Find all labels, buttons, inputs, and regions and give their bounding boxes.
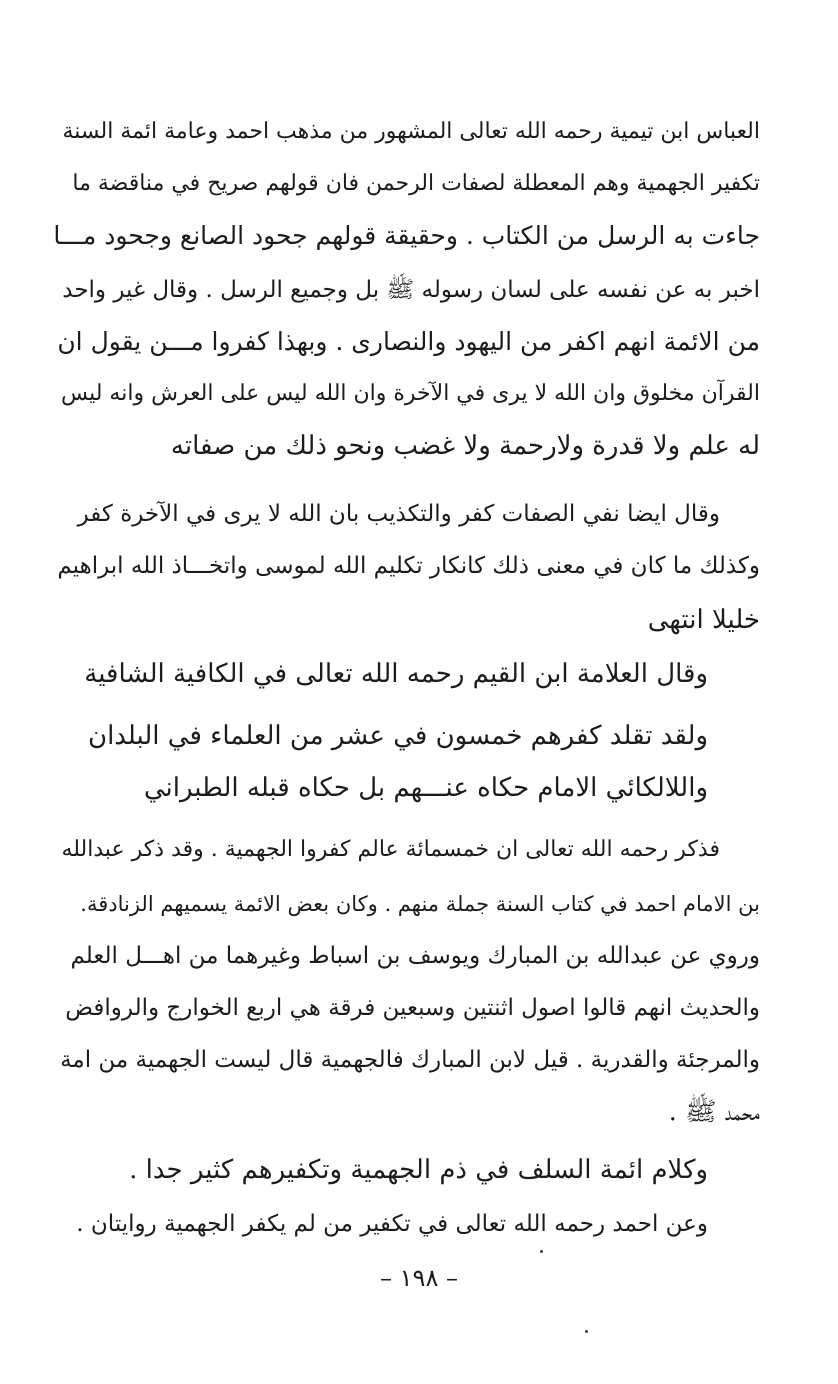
paragraph-1-line-3: جاءت به الرسل من الكتاب . وحقيقة قولهم جحود الصانع وجحود مـــا xyxy=(53,221,760,250)
paragraph-2-line-2: وكذلك ما كان في معنى ذلك كانكار تكليم الله لموسى واتخـــاذ الله ابراهيم xyxy=(57,553,760,579)
paragraph-2-line-1: وقال ايضا نفي الصفات كفر والتكذيب بان الله لا يرى في الآخرة كفر xyxy=(77,501,720,527)
poem-intro-line: وقال العلامة ابن القيم رحمه الله تعالى في الكافية الشافية xyxy=(84,659,708,689)
paragraph-1-line-2: تكفير الجهمية وهم المعطلة لصفات الرحمن فان قولهم صريح في مناقضة ما xyxy=(72,171,760,196)
paragraph-1-line-5: من الائمة انهم اكفر من اليهود والنصارى . وبهذا كفروا مـــن يقول ان xyxy=(57,327,760,356)
paragraph-4-line-1: فذكر رحمه الله تعالى ان خمسمائة عالم كفروا الجهمية . وقد ذكر عبدالله xyxy=(61,837,720,862)
paragraph-4-line-4: والحديث انهم قالوا اصول اثنتين وسبعين فرقة هي اربع الخوارج والروافض xyxy=(65,995,760,1021)
page-number: – ١٩٨ – xyxy=(380,1264,458,1292)
paragraph-4-line-5: والمرجئة والقدرية . قيل لابن المبارك فالجهمية قال ليست الجهمية من امة xyxy=(60,1047,760,1073)
paragraph-5-line: وكلام ائمة السلف في ذم الجهمية وتكفيرهم كثير جدا . xyxy=(129,1155,708,1185)
poem-verse-2: واللالكائي الامام حكاه عنـــهم بل حكاه قبله الطبراني xyxy=(143,773,708,803)
scan-speck xyxy=(585,1330,588,1333)
poem-verse-1: ولقد تقلد كفرهم خمسون في عشر من العلماء في البلدان xyxy=(87,721,708,751)
paragraph-1-line-7: له علم ولا قدرة ولارحمة ولا غضب ونحو ذلك من صفاته xyxy=(170,431,760,461)
paragraph-1-line-6: القرآن مخلوق وان الله لا يرى في الآخرة وان الله ليس على العرش وانه ليس xyxy=(61,381,760,406)
paragraph-1-line-1: العباس ابن تيمية رحمه الله تعالى المشهور من مذهب احمد وعامة ائمة السنة xyxy=(62,119,760,144)
paragraph-4-line-3: وروي عن عبدالله بن المبارك ويوسف بن اسباط وغيرهما من اهـــل العلم xyxy=(70,943,760,969)
paragraph-1-line-4: اخبر به عن نفسه على لسان رسوله ﷺ بل وجميع الرسل . وقال غير واحد xyxy=(62,277,760,303)
paragraph-4-line-6: محمد ﷺ . xyxy=(668,1097,760,1127)
paragraph-2-line-3: خليلا انتهى xyxy=(647,605,760,635)
paragraph-4-line-2: بن الامام احمد في كتاب السنة جملة منهم . وكان بعض الائمة يسميهم الزنادقة. xyxy=(80,892,760,916)
paragraph-6-line: وعن احمد رحمه الله تعالى في تكفير من لم يكفر الجهمية روايتان . xyxy=(76,1211,708,1237)
scan-speck xyxy=(540,1250,543,1253)
